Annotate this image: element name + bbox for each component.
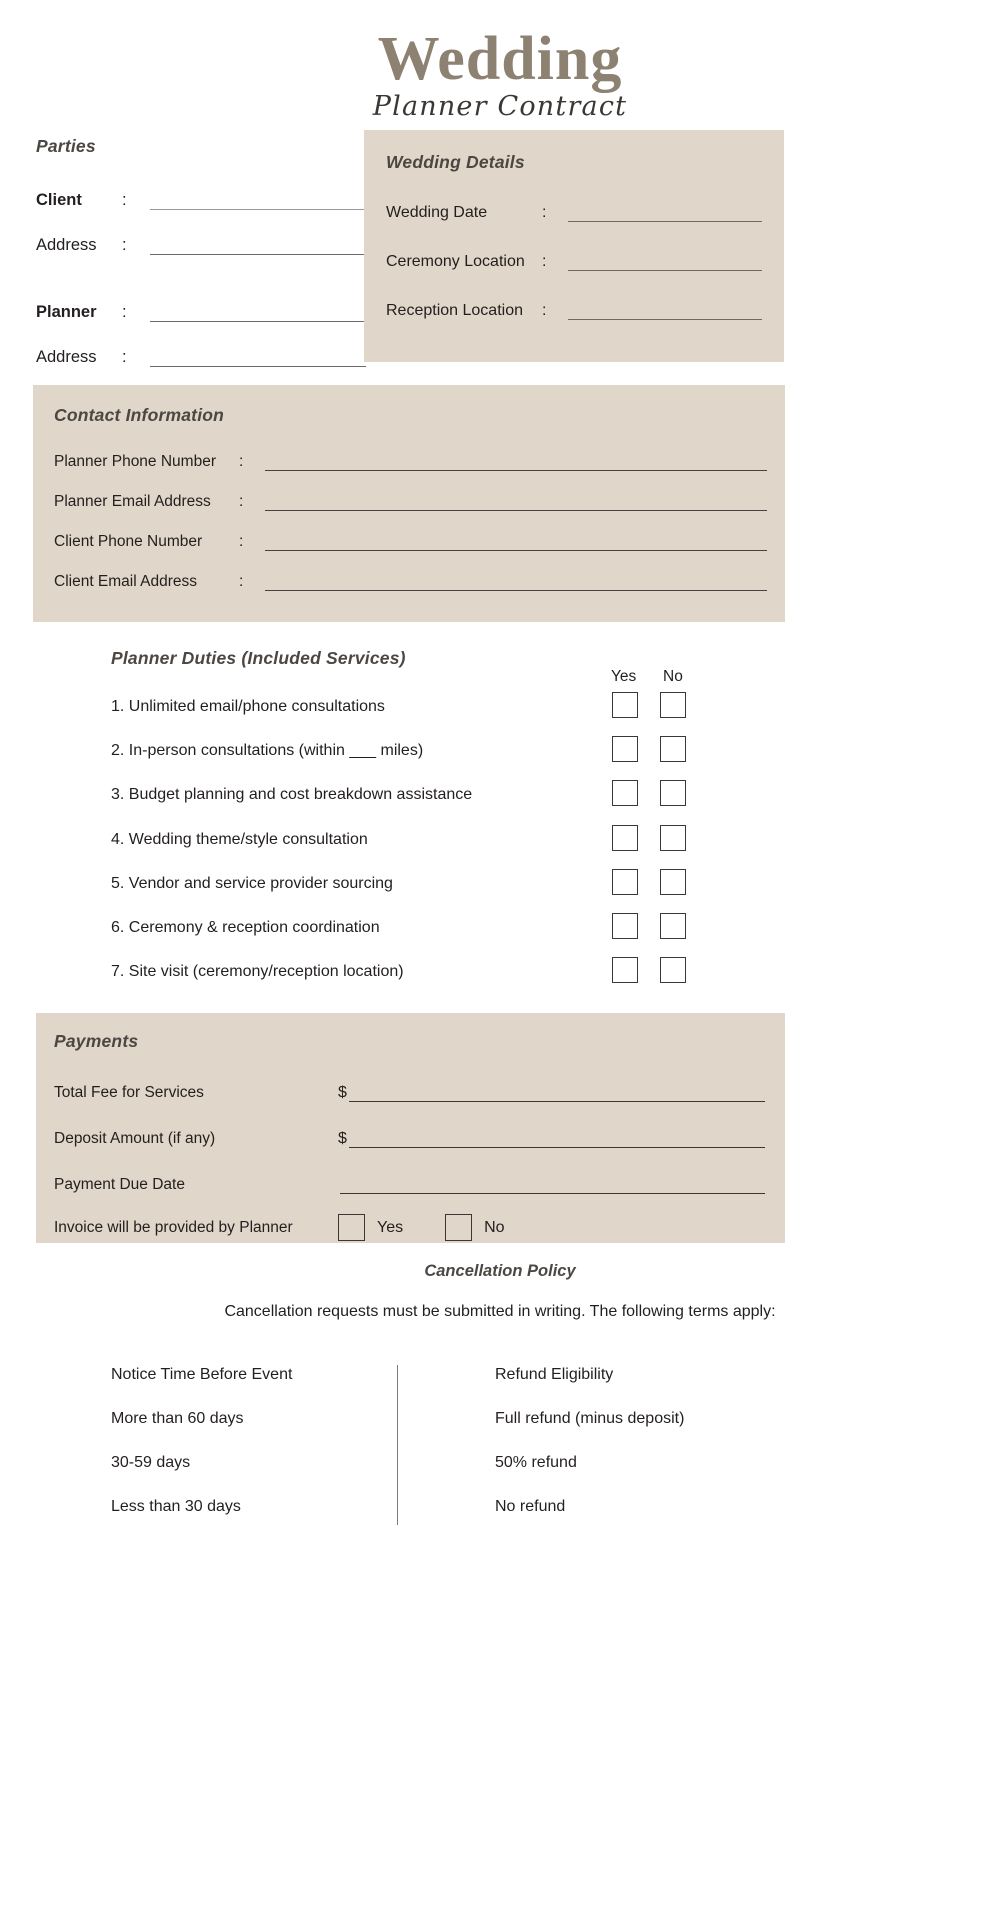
invoice-no-checkbox[interactable] bbox=[445, 1214, 472, 1241]
duty-3-no-checkbox[interactable] bbox=[660, 780, 686, 806]
cancellation-policy-subtitle: Cancellation requests must be submitted in writing. The following terms apply: bbox=[224, 1303, 776, 1320]
deposit-input-line[interactable] bbox=[349, 1130, 765, 1148]
planner-colon: : bbox=[122, 303, 127, 321]
due-date-input-line[interactable] bbox=[340, 1176, 765, 1194]
duty-6-no-checkbox[interactable] bbox=[660, 913, 686, 939]
field-row-planner-address bbox=[36, 348, 366, 367]
table-row: Less than 30 days bbox=[111, 1498, 241, 1515]
planner-email-colon: : bbox=[239, 493, 244, 510]
column-header-notice-time: Notice Time Before Event bbox=[111, 1366, 293, 1383]
client-email-label: Client Email Address bbox=[54, 573, 198, 590]
list-item: 1. Unlimited email/phone consultations bbox=[111, 698, 385, 715]
client-label: Client bbox=[36, 191, 82, 209]
ceremony-location-input-line[interactable] bbox=[568, 252, 762, 271]
duty-6-yes-checkbox[interactable] bbox=[612, 913, 638, 939]
planner-email-input-line[interactable] bbox=[265, 492, 767, 511]
payment-row-total-fee bbox=[54, 1076, 765, 1102]
field-row-client-email bbox=[54, 572, 767, 591]
duty-7-yes-checkbox[interactable] bbox=[612, 957, 638, 983]
list-item: 3. Budget planning and cost breakdown assistance bbox=[111, 786, 473, 804]
table-divider bbox=[397, 1365, 398, 1525]
ceremony-location-label: Ceremony Location bbox=[386, 253, 525, 270]
wedding-details-heading: Wedding Details bbox=[386, 152, 525, 172]
wedding-date-colon: : bbox=[542, 204, 547, 221]
total-fee-currency-symbol: $ bbox=[338, 1084, 347, 1101]
client-email-input-line[interactable] bbox=[265, 572, 767, 591]
client-phone-label: Client Phone Number bbox=[54, 533, 203, 550]
wedding-date-input-line[interactable] bbox=[568, 203, 762, 222]
duty-7-no-checkbox[interactable] bbox=[660, 957, 686, 983]
table-row: 30-59 days bbox=[111, 1454, 191, 1471]
planner-phone-input-line[interactable] bbox=[265, 452, 767, 471]
field-row-planner-email bbox=[54, 492, 767, 511]
field-row-reception-location bbox=[386, 301, 762, 320]
wedding-date-label: Wedding Date bbox=[386, 204, 488, 221]
invoice-yes-label: Yes bbox=[377, 1218, 404, 1236]
duty-4-no-checkbox[interactable] bbox=[660, 825, 686, 851]
duties-no-checkbox-column bbox=[660, 692, 686, 1001]
ceremony-location-colon: : bbox=[542, 253, 547, 270]
field-row-wedding-date bbox=[386, 203, 762, 222]
cancellation-policy-table bbox=[0, 1365, 1000, 1565]
planner-phone-colon: : bbox=[239, 453, 244, 470]
deposit-label: Deposit Amount (if any) bbox=[54, 1130, 216, 1147]
due-date-label: Payment Due Date bbox=[54, 1176, 185, 1193]
duty-2-no-checkbox[interactable] bbox=[660, 736, 686, 762]
reception-location-colon: : bbox=[542, 302, 547, 319]
payments-section bbox=[36, 1013, 785, 1243]
cancellation-policy-title: Cancellation Policy bbox=[424, 1262, 576, 1280]
list-item: 7. Site visit (ceremony/reception location) bbox=[111, 963, 404, 981]
client-colon: : bbox=[122, 191, 127, 209]
duty-5-no-checkbox[interactable] bbox=[660, 869, 686, 895]
spacer bbox=[36, 281, 366, 303]
list-item: 6. Ceremony & reception coordination bbox=[111, 918, 380, 936]
planner-duties-heading: Planner Duties (Included Services) bbox=[111, 648, 406, 668]
client-address-input-line[interactable] bbox=[150, 236, 366, 255]
planner-input-line[interactable] bbox=[150, 303, 366, 322]
deposit-currency-symbol: $ bbox=[338, 1130, 347, 1147]
notice-time-column bbox=[111, 1365, 391, 1541]
table-row: Full refund (minus deposit) bbox=[495, 1410, 685, 1427]
page-subtitle: Planner Contract bbox=[372, 91, 628, 122]
client-phone-input-line[interactable] bbox=[265, 532, 767, 551]
payments-heading: Payments bbox=[54, 1031, 139, 1051]
field-row-planner-phone bbox=[54, 452, 767, 471]
invoice-no-label: No bbox=[484, 1218, 505, 1236]
invoice-yes-checkbox[interactable] bbox=[338, 1214, 365, 1241]
planner-address-label: Address bbox=[36, 348, 97, 366]
planner-email-label: Planner Email Address bbox=[54, 493, 211, 510]
list-item: 5. Vendor and service provider sourcing bbox=[111, 874, 393, 892]
contact-information-section bbox=[33, 385, 785, 622]
list-item: 2. In-person consultations (within ___ miles) bbox=[111, 742, 424, 760]
document-header bbox=[0, 0, 1000, 122]
table-row: No refund bbox=[495, 1498, 566, 1515]
reception-location-input-line[interactable] bbox=[568, 301, 762, 320]
duties-yes-column-header: Yes bbox=[611, 668, 637, 685]
client-input-line[interactable] bbox=[150, 191, 366, 210]
table-row: 50% refund bbox=[495, 1454, 577, 1471]
cancellation-policy-section bbox=[0, 1262, 1000, 1565]
duties-list bbox=[111, 696, 581, 1005]
parties-section bbox=[36, 136, 366, 393]
column-header-refund-eligibility: Refund Eligibility bbox=[495, 1366, 614, 1383]
top-row bbox=[0, 130, 1000, 370]
client-email-colon: : bbox=[239, 573, 244, 590]
payment-row-invoice bbox=[54, 1214, 765, 1241]
client-phone-colon: : bbox=[239, 533, 244, 550]
invoice-label: Invoice will be provided by Planner bbox=[54, 1218, 293, 1236]
duties-no-column-header: No bbox=[663, 668, 683, 685]
planner-label: Planner bbox=[36, 303, 97, 321]
refund-eligibility-column bbox=[495, 1365, 815, 1541]
reception-location-label: Reception Location bbox=[386, 302, 523, 319]
duty-1-no-checkbox[interactable] bbox=[660, 692, 686, 718]
duty-2-yes-checkbox[interactable] bbox=[612, 736, 638, 762]
wedding-details-section bbox=[364, 130, 784, 362]
list-item: 4. Wedding theme/style consultation bbox=[111, 830, 368, 848]
table-row: More than 60 days bbox=[111, 1410, 244, 1427]
field-row-client-address bbox=[36, 236, 366, 255]
parties-heading: Parties bbox=[36, 136, 96, 156]
duties-yes-checkbox-column bbox=[612, 692, 638, 1001]
field-row-ceremony-location bbox=[386, 252, 762, 271]
client-address-label: Address bbox=[36, 236, 97, 254]
planner-phone-label: Planner Phone Number bbox=[54, 453, 216, 470]
payment-row-due-date bbox=[54, 1168, 765, 1194]
total-fee-input-line[interactable] bbox=[349, 1084, 765, 1102]
planner-address-colon: : bbox=[122, 348, 127, 366]
payment-row-deposit bbox=[54, 1122, 765, 1148]
duty-3-yes-checkbox[interactable] bbox=[612, 780, 638, 806]
field-row-client-phone bbox=[54, 532, 767, 551]
contact-information-heading: Contact Information bbox=[54, 405, 225, 425]
page-title: Wedding bbox=[377, 25, 623, 93]
duty-5-yes-checkbox[interactable] bbox=[612, 869, 638, 895]
field-row-planner bbox=[36, 303, 366, 322]
total-fee-label: Total Fee for Services bbox=[54, 1084, 204, 1101]
field-row-client bbox=[36, 191, 366, 210]
client-address-colon: : bbox=[122, 236, 127, 254]
planner-address-input-line[interactable] bbox=[150, 348, 366, 367]
duty-1-yes-checkbox[interactable] bbox=[612, 692, 638, 718]
duty-4-yes-checkbox[interactable] bbox=[612, 825, 638, 851]
